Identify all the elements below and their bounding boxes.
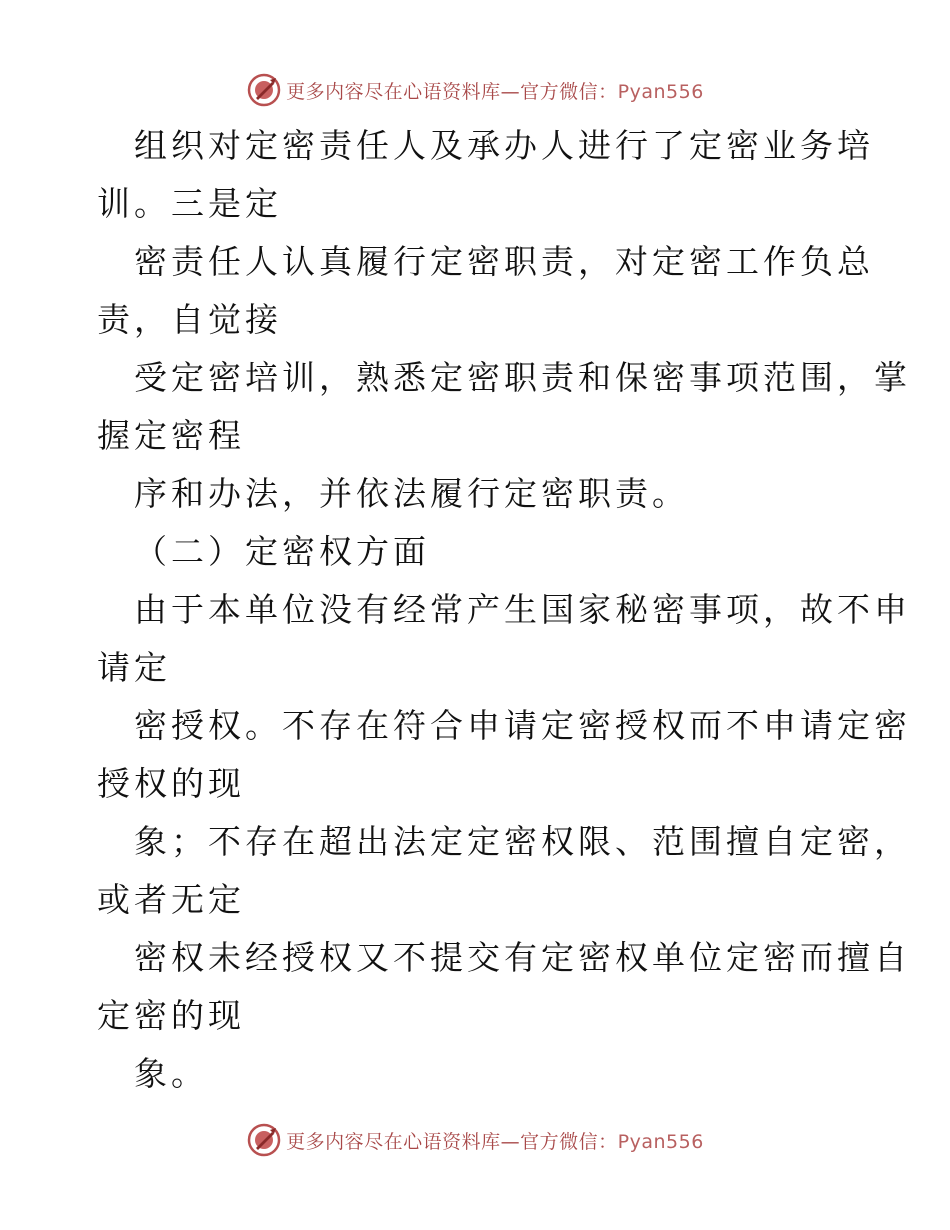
body-line: 密权未经授权又不提交有定密权单位定密而擅自 bbox=[134, 938, 911, 977]
section-heading: （二）定密权方面 bbox=[134, 532, 430, 571]
body-line: 象；不存在超出法定定密权限、范围擅自定密， bbox=[134, 822, 911, 861]
body-line: 密责任人认真履行定密职责，对定密工作负总 bbox=[134, 242, 874, 281]
body-line: 由于本单位没有经常产生国家秘密事项，故不申 bbox=[134, 590, 911, 629]
header-banner-text: 更多内容尽在心语资料库—官方微信： bbox=[286, 80, 618, 103]
footer-banner-text: 更多内容尽在心语资料库—官方微信： bbox=[286, 1130, 618, 1153]
body-line: 授权的现 bbox=[97, 764, 245, 803]
body-line: 象。 bbox=[134, 1054, 208, 1093]
header-banner-id: Pyan556 bbox=[617, 80, 704, 103]
body-line: 或者无定 bbox=[97, 880, 245, 919]
body-line: 定密的现 bbox=[97, 996, 245, 1035]
body-line: 受定密培训，熟悉定密职责和保密事项范围，掌 bbox=[134, 358, 911, 397]
footer-banner bbox=[0, 1118, 950, 1162]
body-line: 训。三是定 bbox=[97, 184, 282, 223]
body-line: 请定 bbox=[97, 648, 171, 687]
body-line: 责，自觉接 bbox=[97, 300, 282, 339]
body-line: 密授权。不存在符合申请定密授权而不申请定密 bbox=[134, 706, 911, 745]
body-line: 组织对定密责任人及承办人进行了定密业务培 bbox=[134, 126, 874, 165]
body-line: 序和办法，并依法履行定密职责。 bbox=[134, 474, 689, 513]
body-line: 握定密程 bbox=[97, 416, 245, 455]
footer-banner-id: Pyan556 bbox=[617, 1130, 704, 1153]
brand-logo-icon bbox=[246, 1122, 282, 1158]
